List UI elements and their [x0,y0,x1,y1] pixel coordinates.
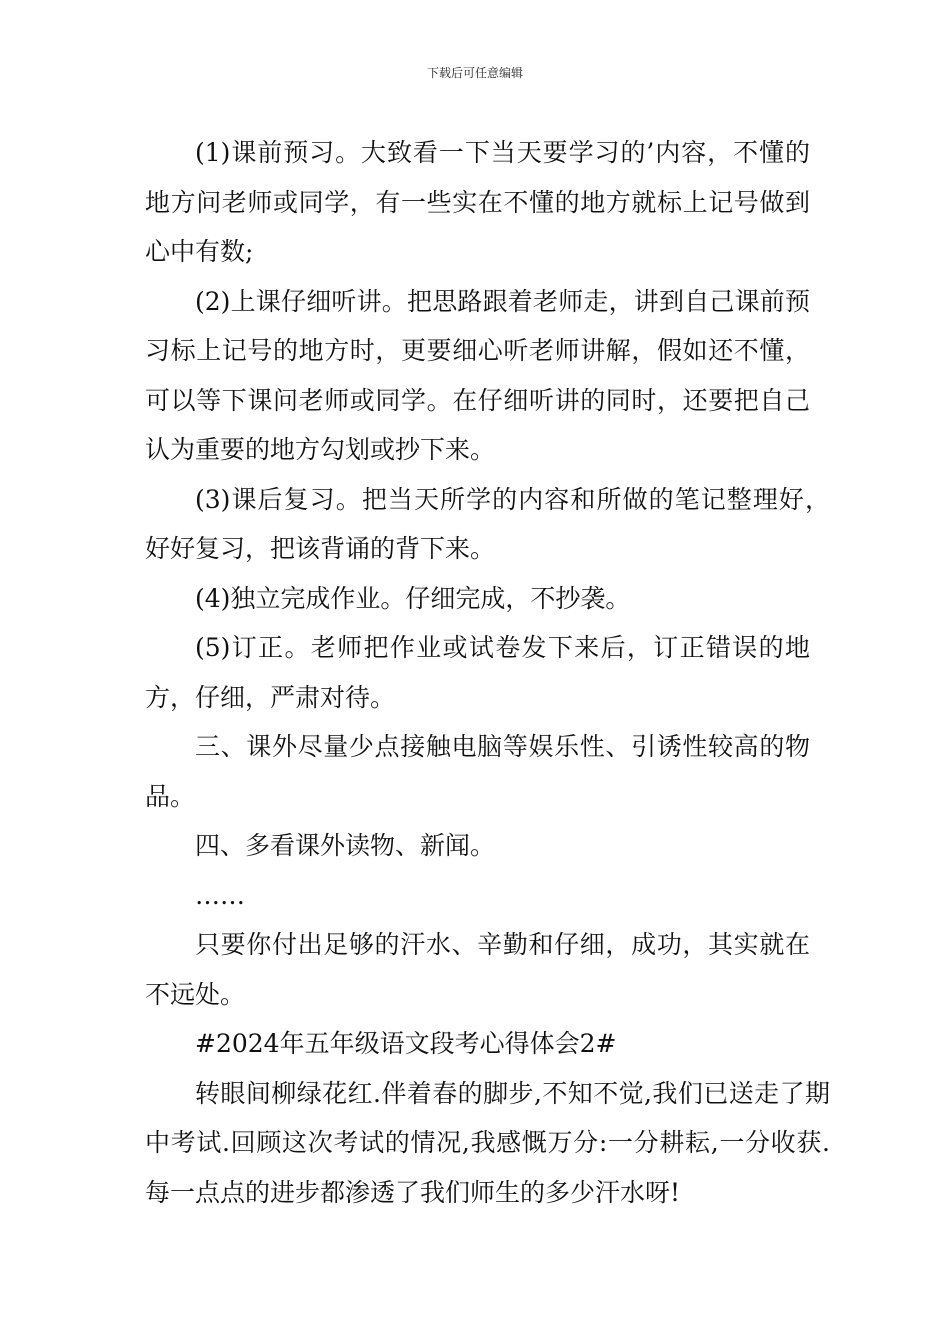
paragraph-ellipsis: …… [195,880,245,910]
paragraph-success: 只要你付出足够的汗水、辛勤和仔细，成功，其实就在不远处。 [145,930,810,1009]
paragraph-homework: (4)独立完成作业。仔细完成，不抄袭。 [195,583,631,613]
paragraph-read-more: 四、多看课外读物、新闻。 [195,831,496,860]
document-body [145,128,830,1217]
page-header-watermark: 下载后可任意编辑 [426,66,523,80]
paragraph-less-computer: 三、课外尽量少点接触电脑等娱乐性、引诱性较高的物品。 [145,732,810,811]
paragraph-listen-carefully: (2)上课仔细听讲。把思路跟着老师走，讲到自己课前预习标上记号的地方时，更要细心听老师讲解，假如还不懂，可以等下课问老师或同学。在仔细听讲的同时，还要把自己认为重要的地方勾划或抄下来。 [145,286,810,464]
paragraph-review: (3)课后复习。把当天所学的内容和所做的笔记整理好，好好复习，把该背诵的背下来。 [145,484,830,563]
paragraph-spring-intro: 转眼间柳绿花红.伴着春的脚步,不知不觉,我们已送走了期中考试.回顾这次考试的情况,我感慨万分:一分耕耘,一分收获.每一点点的进步都渗透了我们师生的多少汗水呀! [145,1078,830,1207]
section-heading: #2024年五年级语文段考心得体会2# [195,1029,617,1058]
paragraph-preview-study: (1)课前预习。大致看一下当天要学习的’内容，不懂的地方问老师或同学，有一些实在不懂的地方就标上记号做到心中有数; [145,138,810,266]
paragraph-correction: (5)订正。老师把作业或试卷发下来后，订正错误的地方，仔细，严肃对待。 [145,633,810,712]
